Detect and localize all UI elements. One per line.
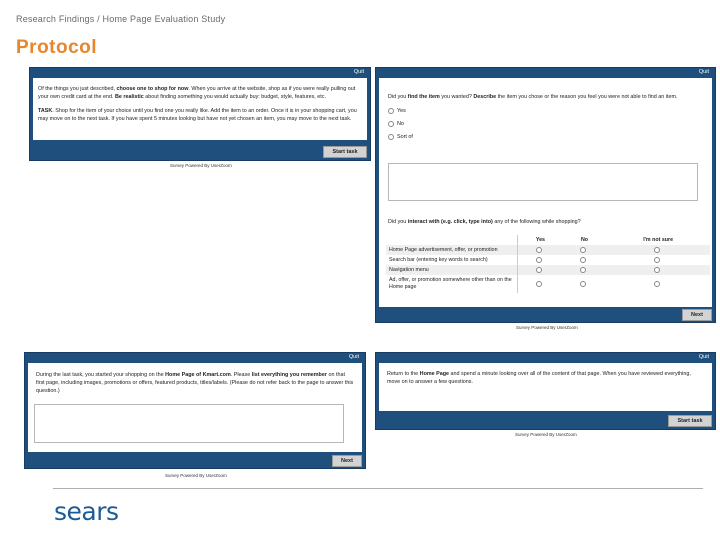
survey-panel-task-shop [30, 68, 370, 160]
task-label: TASK [38, 108, 53, 114]
question-text: on that first page, including images, promotions or offers, featured products, titles/labels. (Please do not refer back to the page to answer this question.) [36, 372, 354, 394]
panel-topbar [376, 68, 715, 78]
powered-by-label: Survey Powered By UserZoom [515, 432, 577, 437]
radio-button[interactable] [654, 267, 660, 273]
radio-label: No [397, 121, 404, 127]
quit-link[interactable]: Quit [348, 354, 359, 360]
radio-button[interactable] [536, 257, 542, 263]
powered-by-label: Survey Powered By UserZoom [516, 325, 578, 330]
survey-panel-recall [25, 353, 365, 468]
radio-button[interactable] [536, 247, 542, 253]
quit-link[interactable]: Quit [698, 69, 709, 75]
question-text: During the last task, you started your shopping on the [36, 372, 166, 378]
matrix-column-header: No [580, 237, 589, 243]
question-emphasis: find the item [407, 94, 440, 100]
question-emphasis: interact with (e.g. click, type into) [407, 219, 493, 225]
survey-panel-questions [376, 68, 715, 322]
question-text: you wanted? [439, 94, 474, 100]
instruction-paragraph [38, 85, 362, 101]
header-subtitle: Research Findings / Home Page Evaluation Study [16, 14, 226, 24]
question-emphasis: Home Page of Kmart.com [165, 372, 231, 378]
panel-body [28, 363, 362, 452]
sears-logo: sears [54, 497, 119, 526]
radio-label: Sort of [397, 134, 413, 140]
question-text: any of the following while shopping? [492, 219, 581, 225]
recall-answer-textarea[interactable] [34, 404, 344, 443]
matrix-radio-cell[interactable] [563, 255, 606, 265]
radio-button[interactable] [654, 281, 660, 287]
matrix-radio-cell[interactable] [518, 265, 563, 275]
panel-body [379, 78, 712, 307]
matrix-row [386, 245, 710, 255]
radio-button[interactable] [654, 247, 660, 253]
radio-group [388, 107, 712, 145]
interaction-matrix [386, 235, 710, 293]
radio-label: Yes [397, 108, 406, 114]
matrix-radio-cell[interactable] [518, 275, 563, 293]
radio-button[interactable] [388, 134, 394, 140]
radio-button[interactable] [388, 108, 394, 114]
return-instruction [387, 370, 704, 386]
instruction-text: about finding something you would actually buy: budget, style, features, etc. [143, 94, 326, 100]
matrix-radio-cell[interactable] [606, 275, 710, 293]
matrix-row-label: Ad, offer, or promotion somewhere other than on the Home page [386, 275, 518, 293]
matrix-radio-cell[interactable] [563, 265, 606, 275]
question-text: Did you [388, 94, 408, 100]
matrix-row [386, 255, 710, 265]
instruction-text: Return to the [387, 371, 420, 377]
panel-topbar [25, 353, 365, 363]
instruction-text: . When you arrive at the website, shop as if you were really pulling out your own credit card at the end. [38, 86, 356, 100]
matrix-row-label: Search bar (entering key words to search) [386, 255, 518, 265]
question-emphasis: Describe [473, 94, 497, 100]
matrix-row-label: Home Page advertisement, offer, or promotion [386, 245, 518, 255]
question-interact [388, 218, 581, 226]
panel-topbar [30, 68, 370, 78]
powered-by-label: Survey Powered By UserZoom [165, 473, 227, 478]
task-text: . Shop for the item of your choice until you find one you really like. Add the item to an order. Once it is in your shopping cart, you may move on to the next task. If you have spent 5 minutes looking but have not yet chosen an item, you may move to the next task. [38, 108, 357, 122]
quit-link[interactable]: Quit [698, 354, 709, 360]
radio-option-no[interactable] [388, 120, 712, 132]
radio-button[interactable] [536, 267, 542, 273]
matrix-header-blank [386, 235, 518, 245]
radio-button[interactable] [580, 281, 586, 287]
survey-panel-return-home [376, 353, 715, 429]
radio-button[interactable] [580, 257, 586, 263]
next-button[interactable]: Next [682, 309, 712, 321]
quit-link[interactable]: Quit [353, 69, 364, 75]
matrix-radio-cell[interactable] [518, 255, 563, 265]
recall-question [36, 371, 354, 395]
matrix-radio-cell[interactable] [606, 245, 710, 255]
matrix-radio-cell[interactable] [606, 255, 710, 265]
powered-by-label: Survey Powered By UserZoom [170, 163, 232, 168]
question-find-item [388, 93, 712, 101]
radio-button[interactable] [536, 281, 542, 287]
instruction-emphasis: Home Page [419, 371, 450, 377]
radio-option-yes[interactable] [388, 107, 712, 119]
instruction-emphasis: Be realistic [115, 94, 144, 100]
panel-body [33, 78, 367, 140]
question-text: the item you chose or the reason you feel you were not able to find an item. [496, 94, 678, 100]
start-task-button[interactable]: Start task [323, 146, 367, 158]
instruction-emphasis: choose one to shop for now [116, 86, 189, 92]
panel-body [379, 363, 712, 411]
instruction-text: and spend a minute looking over all of the content of that page. When you have reviewed everything, move on to answer a few questions. [387, 371, 691, 385]
matrix-column-header: Yes [535, 237, 545, 243]
question-text: . Please [230, 372, 252, 378]
radio-option-sort-of[interactable] [388, 133, 712, 145]
matrix-row [386, 265, 710, 275]
matrix-column-header: I'm not sure [643, 237, 674, 243]
instruction-text: Of the things you just described, [38, 86, 117, 92]
describe-item-textarea[interactable] [388, 163, 698, 201]
matrix-radio-cell[interactable] [563, 245, 606, 255]
question-text: Did you [388, 219, 408, 225]
task-paragraph [38, 107, 362, 123]
matrix-radio-cell[interactable] [518, 245, 563, 255]
footer-divider [53, 488, 703, 489]
radio-button[interactable] [580, 247, 586, 253]
matrix-row-label: Navigation menu [386, 265, 518, 275]
matrix-header-row [386, 235, 710, 245]
radio-button[interactable] [654, 257, 660, 263]
radio-button[interactable] [580, 267, 586, 273]
radio-button[interactable] [388, 121, 394, 127]
panel-topbar [376, 353, 715, 363]
start-task-button[interactable]: Start task [668, 415, 712, 427]
slide-title: Protocol [16, 37, 98, 58]
next-button[interactable]: Next [332, 455, 362, 467]
matrix-radio-cell[interactable] [606, 265, 710, 275]
matrix-row [386, 275, 710, 293]
question-emphasis: list everything you remember [251, 372, 327, 378]
matrix-radio-cell[interactable] [563, 275, 606, 293]
